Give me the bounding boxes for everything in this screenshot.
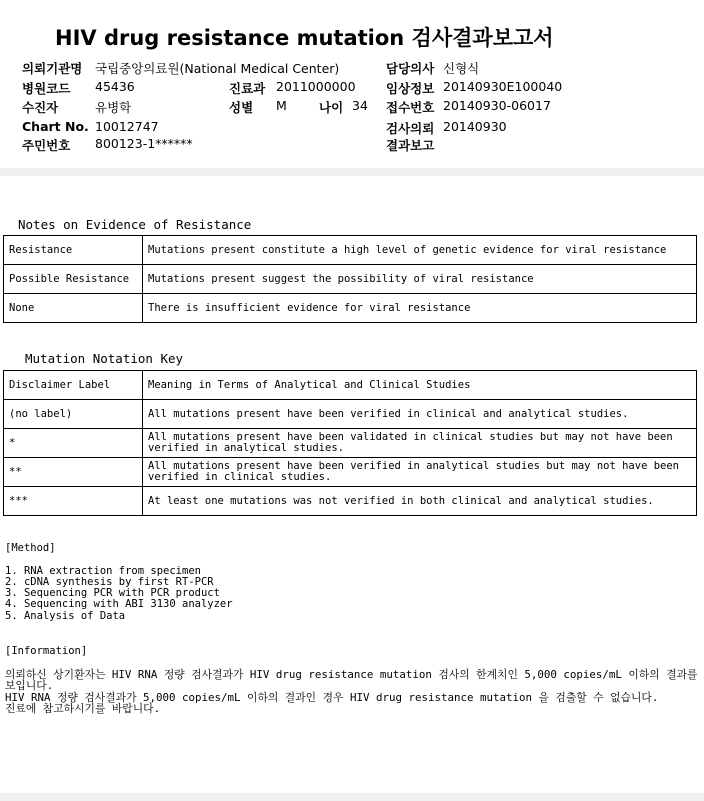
- notation-desc: At least one mutations was not verified in both clinical and analytical studies.: [143, 487, 697, 516]
- age-value: 34: [352, 98, 368, 113]
- notation-section-title: Mutation Notation Key: [25, 351, 184, 366]
- hospital-code-value: 45436: [95, 79, 135, 94]
- information-heading: [Information]: [5, 645, 88, 657]
- receipt-label: 접수번호: [386, 100, 435, 115]
- request-value: 20140930: [443, 119, 507, 134]
- hospital-code-label: 병원코드: [22, 81, 71, 96]
- dept-label: 진료과: [229, 81, 266, 96]
- report-title: HIV drug resistance mutation 검사결과보고서: [55, 26, 554, 50]
- rrn-label: 주민번호: [22, 138, 71, 153]
- evidence-desc: Mutations present constitute a high level of genetic evidence for viral resistance: [143, 236, 697, 265]
- information-line: 의뢰하신 상기환자는 HIV RNA 정량 검사결과가 HIV drug resistance mutation 검사의 한계치인 5,000 copies/mL 이하의 결과를: [5, 668, 698, 681]
- separator-band: [0, 168, 704, 176]
- institution-value: 국립중앙의료원(National Medical Center): [95, 61, 340, 76]
- method-step: 5. Analysis of Data: [5, 610, 126, 622]
- report-date-label: 결과보고: [386, 138, 435, 153]
- information-line: 보입니다.: [5, 679, 54, 692]
- method-step: 4. Sequencing with ABI 3130 analyzer: [5, 598, 233, 610]
- table-row: [4, 294, 697, 323]
- chart-label: Chart No.: [22, 119, 89, 134]
- notation-desc: All mutations present have been verified in analytical studies but may not have been verified in clinical studies.: [143, 458, 697, 487]
- method-heading: [Method]: [5, 542, 56, 554]
- information-line: 진료에 참고하시기를 바랍니다.: [5, 702, 161, 715]
- notation-label: *: [4, 429, 143, 458]
- institution-label: 의뢰기관명: [22, 61, 83, 76]
- patient-value: 유병학: [95, 100, 132, 115]
- bottom-band: [0, 793, 704, 801]
- evidence-desc: There is insufficient evidence for viral resistance: [143, 294, 697, 323]
- dept-value: 2011000000: [276, 79, 356, 94]
- table-row: [4, 487, 697, 516]
- clinical-label: 임상정보: [386, 81, 435, 96]
- rrn-value: 800123-1******: [95, 136, 193, 151]
- table-row: [4, 458, 697, 487]
- notation-label: ***: [4, 487, 143, 516]
- information-line: HIV RNA 정량 검사결과가 5,000 copies/mL 이하의 결과인 경우 HIV drug resistance mutation 을 검출할 수 없습니다.: [5, 691, 659, 704]
- evidence-desc: Mutations present suggest the possibility of viral resistance: [143, 265, 697, 294]
- notation-desc: All mutations present have been validated in clinical studies but may not have been verified in analytical studies.: [143, 429, 697, 458]
- notation-label: (no label): [4, 400, 143, 429]
- clinical-value: 20140930E100040: [443, 79, 563, 94]
- table-row: [4, 265, 697, 294]
- notation-desc: All mutations present have been verified in clinical and analytical studies.: [143, 400, 697, 429]
- method-step: 3. Sequencing PCR with PCR product: [5, 587, 220, 599]
- notation-desc: Meaning in Terms of Analytical and Clinical Studies: [143, 371, 697, 400]
- request-label: 검사의뢰: [386, 121, 435, 136]
- age-label: 나이: [319, 100, 344, 115]
- method-step: 1. RNA extraction from specimen: [5, 565, 201, 577]
- evidence-table: [3, 235, 697, 323]
- evidence-label: Resistance: [4, 236, 143, 265]
- sex-value: M: [276, 98, 287, 113]
- chart-value: 10012747: [95, 119, 159, 134]
- table-row: [4, 400, 697, 429]
- sex-label: 성별: [229, 100, 254, 115]
- table-row: [4, 371, 697, 400]
- doctor-label: 담당의사: [386, 61, 435, 76]
- receipt-value: 20140930-06017: [443, 98, 551, 113]
- notation-label: Disclaimer Label: [4, 371, 143, 400]
- evidence-label: Possible Resistance: [4, 265, 143, 294]
- patient-label: 수진자: [22, 100, 59, 115]
- method-step: 2. cDNA synthesis by first RT-PCR: [5, 576, 214, 588]
- notation-label: **: [4, 458, 143, 487]
- table-row: [4, 236, 697, 265]
- table-row: [4, 429, 697, 458]
- evidence-section-title: Notes on Evidence of Resistance: [18, 217, 252, 232]
- notation-table: [3, 370, 697, 516]
- doctor-value: 신형식: [443, 61, 480, 76]
- evidence-label: None: [4, 294, 143, 323]
